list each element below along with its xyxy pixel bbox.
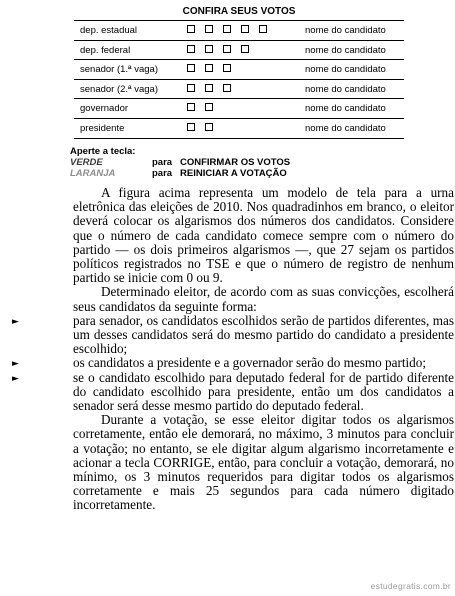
- bullet-text-1: para senador, os candidatos escolhidos serão de partidos diferentes, mas um desses candidatos será do mesmo partido do candidato a presidente escolhido;: [73, 312, 454, 357]
- paragraph-2: Determinado eleitor, de acordo com as suas convicções, escolherá seus candidatos da seguinte forma:: [73, 284, 454, 314]
- ballot-row: [74, 21, 404, 41]
- ballot-row-candidate-name: nome do candidato: [305, 44, 386, 56]
- bullet-arrow-icon: ►: [12, 359, 19, 370]
- digit-box: [187, 123, 195, 131]
- bullet-arrow-icon: ►: [12, 316, 19, 327]
- ballot-row-candidate-name: nome do candidato: [305, 103, 386, 115]
- bullet-text-3: se o candidato escolhido para deputado federal for de partido diferente do candidato escolhido para presidente, então um dos candidatos a senador será desse mesmo partido do deputado federal.: [73, 369, 454, 414]
- digit-box: [187, 45, 195, 53]
- question-text: [12, 185, 454, 513]
- ballot-row-label: senador (2.ª vaga): [80, 83, 158, 95]
- ballot-row: [74, 99, 404, 119]
- ballot-row: [74, 41, 404, 61]
- ballot-row-label: dep. estadual: [80, 25, 138, 36]
- digit-box: [241, 45, 249, 53]
- bullet-item-2: [12, 355, 454, 371]
- ballot-row: [74, 60, 404, 80]
- digit-box: [205, 103, 213, 111]
- ballot-row-label: dep. federal: [80, 44, 131, 56]
- key-laranja-action: REINICIAR A VOTAÇÃO: [180, 168, 287, 179]
- digit-boxes: [187, 25, 267, 33]
- bullet-item-3: [12, 369, 454, 414]
- digit-box: [205, 84, 213, 92]
- digit-box: [205, 64, 213, 72]
- key-para-label-2: para: [152, 168, 173, 179]
- digit-box: [241, 25, 249, 33]
- ballot-row: [74, 119, 404, 139]
- ballot-row: [74, 80, 404, 100]
- digit-box: [205, 123, 213, 131]
- digit-boxes: [187, 84, 231, 92]
- digit-boxes: [187, 64, 231, 72]
- ballot-row-candidate-name: nome do candidato: [305, 64, 386, 76]
- bullet-item-1: [12, 312, 454, 357]
- key-para-label: para: [152, 157, 173, 168]
- key-line-verde: [70, 157, 290, 168]
- digit-box: [223, 84, 231, 92]
- digit-box: [187, 84, 195, 92]
- key-instructions: [70, 146, 290, 179]
- digit-box: [223, 64, 231, 72]
- key-verde-label: VERDE: [70, 157, 103, 168]
- ballot-row-candidate-name: nome do candidato: [305, 83, 386, 95]
- digit-box: [259, 25, 267, 33]
- digit-box: [205, 45, 213, 53]
- ballot-title: CONFIRA SEUS VOTOS: [74, 4, 404, 21]
- ballot-row-label: governador: [80, 103, 129, 115]
- digit-boxes: [187, 45, 249, 53]
- digit-box: [223, 25, 231, 33]
- keys-heading: Aperte a tecla:: [70, 146, 136, 157]
- ballot-row-label: presidente: [80, 122, 125, 134]
- paragraph-1: A figura acima representa um modelo de tela para a urna eletrônica das eleições de 2010. Nos quadradinhos em branco, o eleitor deverá colocar os algarismos dos números dos candidatos. Considere que o número de cada candidato comece sempre com o número do partido — os dois primeiros algarismos —, que 27 sejam os partidos políticos registrados no TSE e que o número de registro de nenhum partido se inicie com 0 ou 9.: [73, 185, 454, 286]
- ballot-row-label: senador (1.ª vaga): [80, 64, 158, 76]
- digit-box: [187, 25, 195, 33]
- digit-box: [187, 103, 195, 111]
- key-laranja-label: LARANJA: [70, 168, 116, 179]
- paragraph-3: Durante a votação, se esse eleitor digitar todos os algarismos corretamente, então ele demorará, no máximo, 3 minutos para concluir a votação; no entanto, se ele digitar algum algarismo incorretamente e acionar a tecla CORRIGE, então, para concluir a votação, demorará, no mínimo, os 3 minutos requeridos para digitar todos os algarismos corretamente e mais 25 segundos para cada número digitado incorretamente.: [73, 412, 454, 513]
- digit-box: [205, 25, 213, 33]
- digit-box: [223, 45, 231, 53]
- ballot-table: [74, 4, 404, 139]
- key-verde-action: CONFIRMAR OS VOTOS: [180, 157, 291, 168]
- ballot-row-candidate-name: nome do candidato: [305, 122, 386, 134]
- watermark: estudegratis.com.br: [370, 581, 451, 591]
- digit-boxes: [187, 123, 213, 131]
- digit-box: [187, 64, 195, 72]
- bullet-text-2: os candidatos a presidente e a governador serão do mesmo partido;: [73, 355, 427, 371]
- ballot-row-candidate-name: nome do candidato: [305, 25, 386, 36]
- key-line-laranja: [70, 168, 290, 179]
- digit-boxes: [187, 103, 213, 111]
- bullet-arrow-icon: ►: [12, 373, 19, 384]
